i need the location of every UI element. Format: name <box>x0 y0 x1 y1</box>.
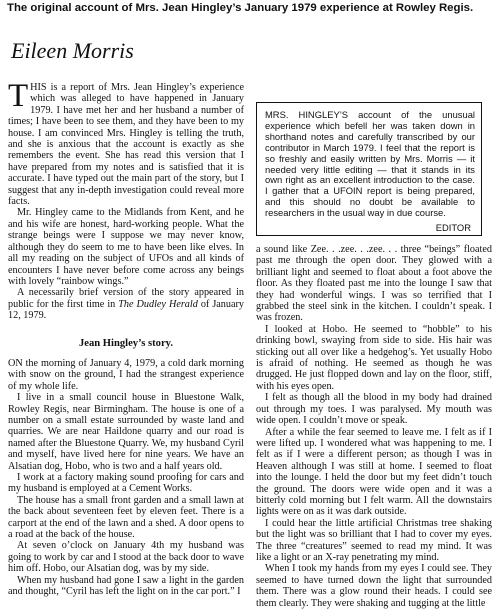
story-paragraph: I work at a factory making sound proofing for cars and my husband is employed at a Cement Works. <box>8 472 244 495</box>
intro-first-paragraph <box>8 78 244 208</box>
story-paragraph: I looked at Hobo. He seemed to “hobble” to his drinking bowl, swaying from side to side. His hair was sticking out all over like a hedgehog’s. Yet usually Hobo is afraid of nothing. He seemed as though he was drugged. He just flopped down and lay on the floor, stiff, with his eyes open. <box>256 323 492 392</box>
story-paragraph: I live in a small council house in Bluestone Walk, Rowley Regis, near Birmingham. The house is one of a number on a small estate surrounded by waste land and quarries. We are near Haildone quarry and our road is named after the Bluestone Quarry. We, my husband Cyril and myself, have lived here for nine years. We have an Alsatian dog, Hobo, who is two and a half years old. <box>8 392 244 472</box>
intro-paragraph-lead-text: A necessarily brief version of the story appeared in public for the first time in <box>8 287 244 310</box>
left-column <box>8 78 245 598</box>
story-paragraph: At seven o’clock on January 4th my husband was going to work by car and I stood at the back door to wave him off. Hobo, our Alsatian dog, was by my side. <box>8 540 244 575</box>
intro-paragraph <box>8 287 244 321</box>
page-headline: The original account of Mrs. Jean Hingley’s January 1979 experience at Rowley Regis. <box>7 2 474 14</box>
story-paragraph: When my husband had gone I saw a light in the garden and thought, “Cyril has left the light on in the car port.” I <box>8 574 244 598</box>
story-paragraph: After a while the fear seemed to leave me. I felt as if I were lifted up. I wondered what was happening to me. I felt as if I were a different person; as though I was in Heaven although I was still at home. I seemed to float into the lounge. I held the door but my feet didn’t touch the ground. The doors were wide open and it was a bitterly cold morning but I felt warm. All the downstairs lights were on as it was dark outside. <box>256 426 492 518</box>
story-title: Jean Hingley’s story. <box>78 337 174 349</box>
intro-paragraph-tail-text: of January 12, 1979. <box>8 298 245 322</box>
drop-cap: T <box>8 78 29 114</box>
publication-name: The Dudley Herald <box>118 298 198 310</box>
intro-paragraph: Mr. Hingley came to the Midlands from Kent, and he and his wife are honest, hard-working people. What the strange beings were I suppose we may never know, although they do seem to me to have been like elves. In all my reading on the subject of UFOs and all kinds of encounters I have never before come across any beings with lovely “rainbow wings.” <box>8 207 244 287</box>
story-paragraph: I felt as though all the blood in my body had drained out through my toes. I was paralysed. My mouth was wide open. I couldn’t move or speak. <box>256 392 492 427</box>
story-paragraph: The house has a small front garden and a small lawn at the back about seventeen feet by eleven feet. There is a carport at the end of the lawn and a shed. A door opens to a road at the back of the house. <box>8 494 244 541</box>
story-paragraph: I could hear the little artificial Christmas tree shaking but the light was so brilliant that I had to cover my eyes. The three “creatures” seemed to read my mind. It was like a light or an X-ray penetrating my mind. <box>256 517 492 563</box>
story-paragraph: ON the morning of January 4, 1979, a cold dark morning with snow on the ground, I had the strangest experience of my whole life. <box>8 357 244 392</box>
author-name: Eileen Morris <box>11 38 134 63</box>
editor-signature: EDITOR <box>435 222 471 234</box>
intro-first-paragraph-text: HIS is a report of Mrs. Jean Hingley’s experience which was alleged to have happened in January 1979. I have met her and her husband a number of times; I have been to see them, and they have been to my house. I am convinced Mrs. Hingley is telling the truth, and she is anxious that the account is exactly as she remembers the event. She has read this version that I have prepared from my notes and is satisfied that it is accurate. I have typed out the main part of the story, but I suggest that any in-depth investigation could reveal more facts. <box>8 82 244 208</box>
editor-note-box <box>256 102 482 236</box>
editor-note-text: MRS. HINGLEY’S account of the unusual experience which befell her was taken down in shorthand notes and carefully transcribed by our contributor in March 1979. I feel that the report is so freshly and easily written by Mrs. Morris — it needed very little editing — that it stands in its own right as an excellent introduction to the case. I gather that a UFOIN report is being prepared, and this should no doubt be available to researchers in the usual way in due course. <box>265 109 475 219</box>
right-column <box>256 244 492 609</box>
story-paragraph: When I took my hands from my eyes I could see. They seemed to have turned down the light that surrounded them. There was a glow round their heads. I could see them clearly. They were shaking and tugging at the little <box>256 563 492 609</box>
story-paragraph: a sound like Zee. . .zee. . .zee. . . three “beings” floated past me through the open door. They glowed with a brilliant light and seemed to float about a foot above the floor. As they floated past me into the lounge I saw that they had wonderful wings. I was so terrified that I grabbed the steel sink in the kitchen. I couldn’t speak. I was frozen. <box>256 244 492 324</box>
